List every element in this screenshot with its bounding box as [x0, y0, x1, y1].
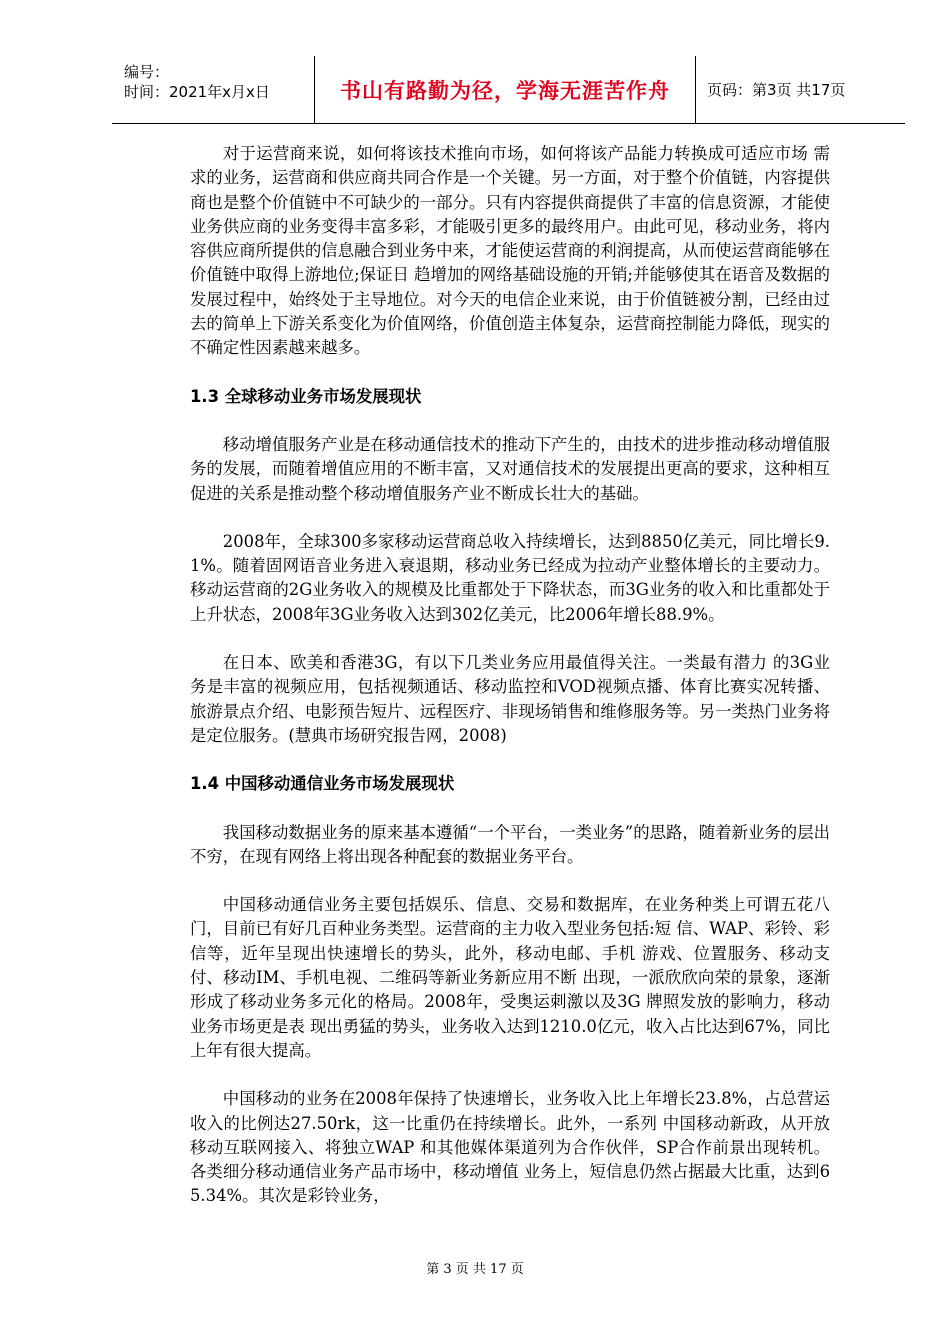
body-paragraph: 中国移动的业务在2008年保持了快速增长，业务收入比上年增长23.8%，占总营运收入的比例达27.50rk，这一比重仍在持续增长。此外，一系列 中国移动新政，从开放移动互联网接入、将独立WAP 和其他媒体渠道列为合作伙伴，SP合作前景出现转机。各类细分移动通信业务产品市场中，移动增值 业务上，短信息仍然占据最大比重，达到65.34%。其次是彩铃业务，	[190, 1089, 830, 1206]
body-paragraph: 中国移动通信业务主要包括娱乐、信息、交易和数据库，在业务种类上可谓五花八门，目前已有好几百种业务类型。运营商的主力收入型业务包括:短 信、WAP、彩铃、彩信等，近年呈现出快速增长的势头，此外，移动电邮、手机 游戏、位置服务、移动支付、移动IM、手机电视、二维码等新业务新应用不断 出现，一派欣欣向荣的景象，逐渐形成了移动业务多元化的格局。2008年，受奥运刺激以及3G 牌照发放的影响力，移动业务市场更是表 现出勇猛的势头，业务收入达到1210.0亿元，收入占比达到67%，同比上年有很大提高。	[190, 895, 830, 1060]
section-heading: 1.3 全球移动业务市场发展现状	[190, 386, 422, 406]
body-paragraph: 对于运营商来说，如何将该技术推向市场，如何将该产品能力转换成可适应市场 需求的业务，运营商和供应商共同合作是一个关键。另一方面，对于整个价值链，内容提供商也是整个价值链中不可缺少的一部分。只有内容提供商提供了丰富的信息资源，才能使业务供应商的业务变得丰富多彩，才能吸引更多的最终用户。由此可见，移动业务，将内容供应商所提供的信息融合到业务中来，才能使运营商的利润提高，从而使运营商能够在价值链中取得上游地位;保证日 趋增加的网络基础设施的开销;并能够使其在语音及数据的发展过程中，始终处于主导地位。对今天的电信企业来说，由于价值链被分割，已经由过去的简单上下游关系变化为价值网络，价值创造主体复杂，运营商控制能力降低，现实的不确定性因素越来越多。	[190, 144, 830, 358]
footer-page-number: 第 3 页 共 17 页	[426, 1262, 524, 1277]
body-paragraph: 我国移动数据业务的原来基本遵循“一个平台，一类业务”的思路，随着新业务的层出不穷，在现有网络上将出现各种配套的数据业务平台。	[190, 822, 830, 866]
document-code-label: 编号：	[124, 63, 170, 81]
body-paragraph: 2008年，全球300多家移动运营商总收入持续增长，达到8850亿美元，同比增长9.1%。随着固网语音业务进入衰退期，移动业务已经成为拉动产业整体增长的主要动力。移动运营商的2G业务收入的规模及比重都处于下降状态，而3G业务的收入和比重都处于上升状态，2008年3G业务收入达到302亿美元，比2006年增长88.9%。	[190, 531, 830, 624]
header-page-number: 页码：第3页 共17页	[707, 81, 846, 99]
body-paragraph: 移动增值服务产业是在移动通信技术的推动下产生的，由技术的进步推动移动增值服务的发展，而随着增值应用的不断丰富，又对通信技术的发展提出更高的要求，这种相互促进的关系是推动整个移动增值服务产业不断成长壮大的基础。	[190, 434, 830, 503]
document-time-label: 时间：2021年x月x日	[124, 83, 270, 101]
header-motto: 书山有路勤为径，学海无涯苦作舟	[340, 78, 670, 103]
document-body	[190, 142, 830, 1233]
header-info-cell	[112, 56, 314, 123]
page-header	[112, 56, 905, 124]
page-footer	[0, 1258, 950, 1277]
section-heading: 1.4 中国移动通信业务市场发展现状	[190, 774, 455, 794]
header-motto-cell	[314, 56, 696, 123]
body-paragraph: 在日本、欧美和香港3G，有以下几类业务应用最值得关注。一类最有潜力 的3G业务是丰富的视频应用，包括视频通话、移动监控和VOD视频点播、体育比赛实况转播、旅游景点介绍、电影预告短片、远程医疗、非现场销售和维修服务等。另一类热门业务将是定位服务。(慧典市场研究报告网，2008)	[190, 653, 830, 745]
header-page-cell	[695, 56, 917, 123]
